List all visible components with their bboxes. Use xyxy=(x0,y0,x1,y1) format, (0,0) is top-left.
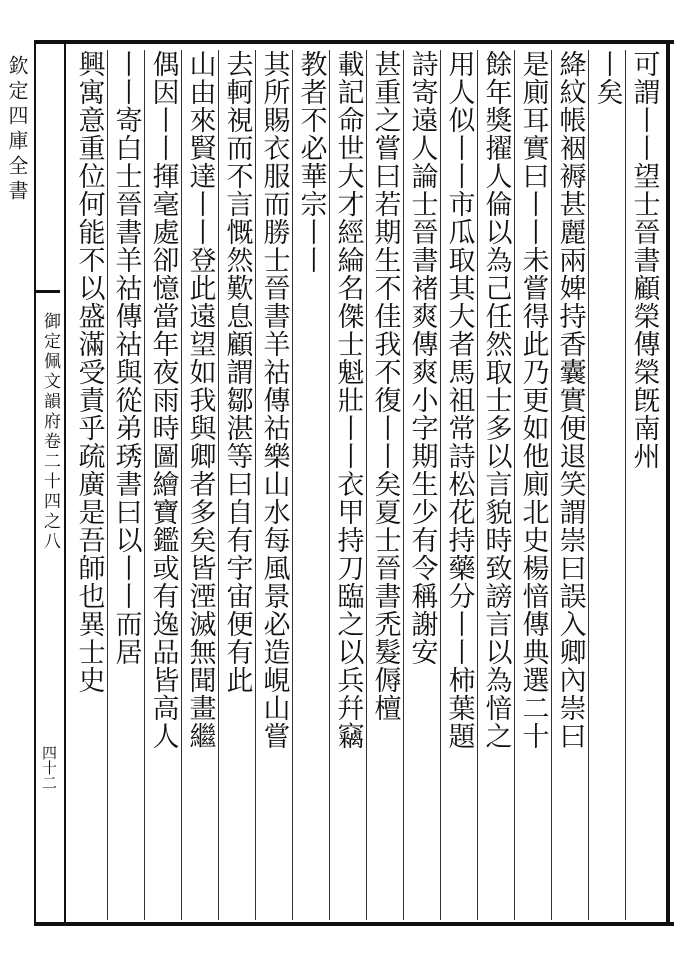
text-column: 餘年獎擢人倫以為己任然取士多以言貌時致謗言以為愔之 xyxy=(480,50,512,750)
right-border xyxy=(666,40,670,926)
book-title: 御定佩文韻府卷二十四之八 xyxy=(40,312,60,552)
text-column: 去軻視而不言慨然歎息顧謂鄒湛等曰自有宇宙便有此 xyxy=(221,50,253,694)
text-column: 用人似丨丨市瓜取其大者馬祖常詩松花持藥分丨丨柿葉題 xyxy=(443,50,475,750)
text-column: 丨丨寄白士晉書羊祜傳祜與從弟琇書曰以丨丨而居 xyxy=(110,50,142,666)
text-column: 興寓意重位何能不以盛滿受責乎疏廣是吾師也異士史 xyxy=(73,50,105,694)
text-column: 詩寄遠人論士晉書褚爽傳爽小字期生少有令稱謝安 xyxy=(406,50,438,666)
page-number: 四十二 xyxy=(40,745,58,790)
text-column: 其所賜衣服而勝士晉書羊祜傳祜樂山水每風景必造峴山嘗 xyxy=(258,50,290,750)
top-border xyxy=(34,40,674,44)
text-column: 山由來賢達丨丨登此遠望如我與卿者多矣皆湮滅無聞畫繼 xyxy=(184,50,216,750)
bottom-border xyxy=(34,922,674,926)
text-column: 偶因丨丨揮毫處卻憶當年夜雨時圖繪寶鑑或有逸品皆高人 xyxy=(147,50,179,750)
text-column: 丨矣 xyxy=(591,50,623,106)
text-column: 載記命世大才經綸名傑士魁壯丨丨衣甲持刀臨之以兵幷竊 xyxy=(332,50,364,750)
text-column: 教者不必華宗丨丨 xyxy=(295,50,327,274)
spine-title: 欽定四庫全書 xyxy=(5,55,29,205)
fishtail-mark xyxy=(36,290,60,303)
text-column: 絳紋帳裀褥甚麗兩婢持香囊實便退笑謂崇曰誤入卿內崇曰 xyxy=(554,50,586,750)
margin-divider xyxy=(64,40,66,926)
text-column: 是廁耳實曰丨丨未嘗得此乃更如他廁北史楊愔傳典選二十 xyxy=(517,50,549,750)
spine-divider xyxy=(34,40,36,926)
text-column: 可謂丨丨望士晉書顧榮傳榮旣南州 xyxy=(628,50,660,470)
text-column: 甚重之嘗曰若期生不佳我不復丨丨矣夏士晉書禿髮傉檀 xyxy=(369,50,401,722)
